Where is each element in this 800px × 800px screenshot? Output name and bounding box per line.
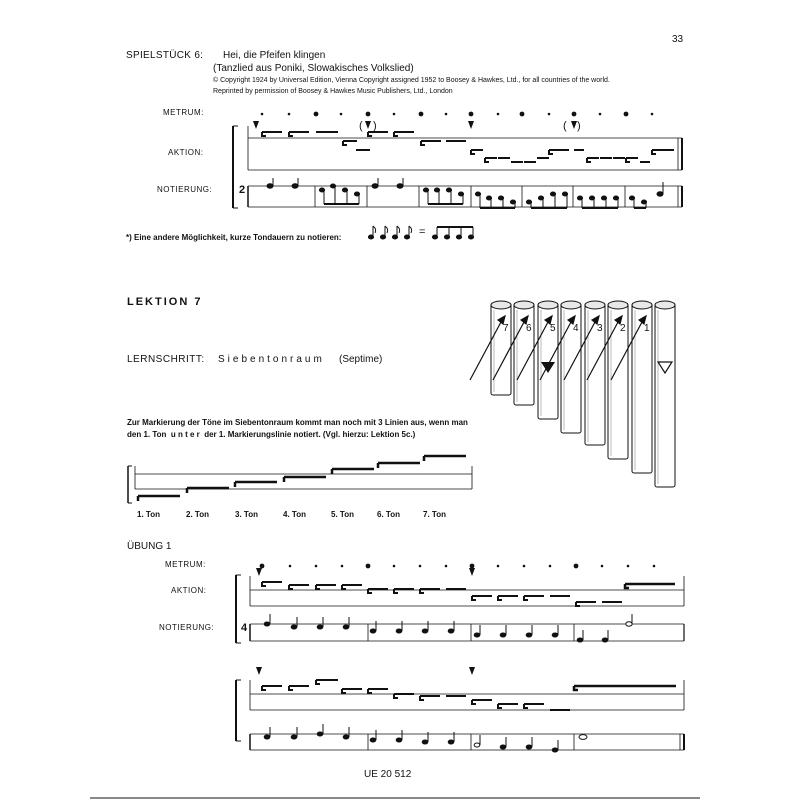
accent-marks [253, 121, 577, 129]
notierung-label: NOTIERUNG: [159, 623, 215, 632]
pipe-number: 5 [550, 323, 556, 334]
exercise-tone-bars [262, 582, 675, 606]
tone-label: 4. Ton [283, 510, 306, 519]
page-number: 33 [672, 34, 684, 45]
accent-marks [256, 667, 475, 675]
tone-label: 7. Ton [423, 510, 446, 519]
tone-label: 3. Ton [235, 510, 258, 519]
footer-catalog-number: UE 20 512 [364, 769, 412, 780]
exercise-notes-2 [264, 724, 587, 752]
pipe-number: 1 [644, 323, 650, 334]
metrum-row [261, 112, 654, 117]
time-signature: 4 [241, 622, 248, 634]
parenthesis: ) [577, 120, 581, 132]
accent-marks [256, 568, 475, 576]
pipe-number: 6 [526, 323, 532, 334]
exercise-notierung-staff-2 [250, 734, 684, 750]
exercise-notes [264, 614, 632, 642]
pipe-number: 3 [597, 323, 603, 334]
metrum-label: METRUM: [163, 108, 204, 117]
aktion-tone-bars [262, 132, 674, 162]
copyright-line-2: Reprinted by permission of Boosey & Hawkes Music Publishers, Ltd., London [213, 88, 453, 95]
tone-label: 6. Ton [377, 510, 400, 519]
tone-label: 5. Ton [331, 510, 354, 519]
tone-label: 2. Ton [186, 510, 209, 519]
step-label: LERNSCHRITT: [127, 354, 205, 365]
exercise-aktion-staff-2 [236, 680, 684, 741]
tone-label: 1. Ton [137, 510, 160, 519]
step-name: Siebentonraum [218, 354, 325, 365]
time-signature: 2 [239, 184, 246, 196]
notierung-notes [267, 178, 663, 208]
notierung-label: NOTIERUNG: [157, 185, 213, 194]
lesson-title: LEKTION 7 [127, 296, 203, 308]
explanation-line-2: den 1. Ton u n t e r der 1. Markierungslinie notiert. (Vgl. hierzu: Lektion 5c.) [127, 430, 416, 439]
aktion-label: AKTION: [168, 148, 204, 157]
step-note: (Septime) [339, 354, 383, 365]
parenthesis: ( [563, 120, 567, 132]
pipe-number: 7 [503, 323, 509, 334]
piece-title: Hei, die Pfeifen klingen [223, 50, 326, 61]
piece-title-prefix: SPIELSTÜCK 6: [126, 50, 204, 61]
parenthesis: ) [373, 120, 377, 132]
exercise-metrum-row [260, 564, 656, 569]
footnote-notes-example [368, 226, 473, 239]
equals-sign: = [419, 226, 426, 238]
pipe-number: 4 [573, 323, 579, 334]
aktion-label: AKTION: [171, 586, 207, 595]
exercise-title: ÜBUNG 1 [127, 541, 172, 552]
footnote: *) Eine andere Möglichkeit, kurze Tondauern zu notieren: [126, 233, 342, 242]
copyright-line-1: © Copyright 1924 by Universal Edition, Vienna Copyright assigned 1952 to Boosey & Hawkes, Ltd., for all countries of the world. [213, 77, 610, 84]
metrum-label: METRUM: [165, 560, 206, 569]
parenthesis: ( [359, 120, 363, 132]
tone-range-bars [138, 456, 466, 501]
pipe-number: 2 [620, 323, 626, 334]
exercise-tone-bars-2 [262, 680, 676, 710]
piece-subtitle: (Tanzlied aus Poniki, Slowakisches Volkslied) [213, 63, 414, 74]
exercise-notierung-staff [250, 624, 684, 641]
explanation-line-1: Zur Markierung der Töne im Siebentonraum kommt man noch mit 3 Linien aus, wenn man [127, 418, 468, 427]
tone-range-staff [128, 466, 472, 503]
